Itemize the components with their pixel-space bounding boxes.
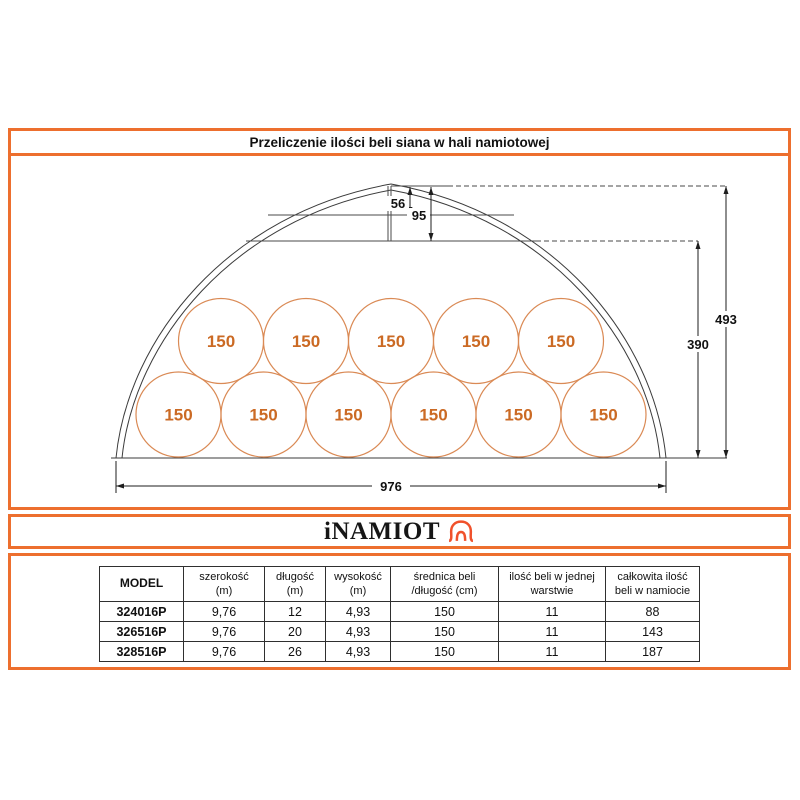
spec-table bbox=[99, 566, 700, 662]
hay-bale-label: 150 bbox=[249, 405, 278, 425]
spec-table-body bbox=[100, 602, 700, 662]
spec-cell: 143 bbox=[606, 622, 700, 642]
spec-cell: 11 bbox=[499, 602, 606, 622]
spec-col-header: całkowita ilość beli w namiocie bbox=[606, 567, 700, 602]
arrowhead bbox=[429, 187, 434, 195]
dim-label-ridge-drop: 56 bbox=[390, 196, 406, 211]
hay-bale-label: 150 bbox=[589, 405, 618, 425]
spec-panel bbox=[8, 553, 791, 670]
tent-icon bbox=[447, 518, 475, 544]
spec-cell: 9,76 bbox=[184, 642, 265, 662]
spec-cell: 187 bbox=[606, 642, 700, 662]
spec-cell: 11 bbox=[499, 622, 606, 642]
spec-col-header: długość (m) bbox=[265, 567, 326, 602]
spec-table-row bbox=[100, 602, 700, 622]
hay-bale-label: 150 bbox=[419, 405, 448, 425]
spec-col-header: szerokość (m) bbox=[184, 567, 265, 602]
model-cell: 328516P bbox=[100, 642, 184, 662]
hay-bale-label: 150 bbox=[206, 332, 236, 351]
spec-table-header bbox=[100, 567, 700, 602]
arrowhead bbox=[696, 241, 701, 249]
spec-cell: 20 bbox=[265, 622, 326, 642]
dim-label-span-width: 976 bbox=[380, 479, 402, 494]
arrowhead bbox=[696, 450, 701, 458]
spec-col-header: średnica beli /długość (cm) bbox=[391, 567, 499, 602]
spec-cell: 4,93 bbox=[326, 642, 391, 662]
spec-table-row bbox=[100, 642, 700, 662]
arrowhead bbox=[116, 484, 124, 489]
arrowhead bbox=[724, 450, 729, 458]
hay-bale-label: 150 bbox=[291, 332, 321, 351]
arrowhead bbox=[429, 233, 434, 241]
model-cell: 326516P bbox=[100, 622, 184, 642]
spec-cell: 150 bbox=[391, 602, 499, 622]
spec-cell: 26 bbox=[265, 642, 326, 662]
spec-col-header: MODEL bbox=[100, 567, 184, 602]
hay-bale-label: 150 bbox=[504, 405, 533, 425]
hay-bale-label: 150 bbox=[376, 332, 406, 351]
hay-bale-label: 150 bbox=[546, 332, 576, 351]
logo-bar bbox=[8, 514, 791, 549]
spec-cell: 4,93 bbox=[326, 602, 391, 622]
spec-cell: 88 bbox=[606, 602, 700, 622]
tent-diagram bbox=[11, 156, 788, 510]
spec-cell: 11 bbox=[499, 642, 606, 662]
arrowhead bbox=[658, 484, 666, 489]
spec-cell: 150 bbox=[391, 622, 499, 642]
spec-cell: 9,76 bbox=[184, 622, 265, 642]
hay-bales bbox=[136, 299, 646, 458]
hay-bale-label: 150 bbox=[461, 332, 491, 351]
spec-cell: 4,93 bbox=[326, 622, 391, 642]
logo-text: iNAMIOT bbox=[324, 518, 440, 545]
spec-table-row bbox=[100, 622, 700, 642]
dim-label-frame-height: 390 bbox=[687, 337, 709, 352]
model-cell: 324016P bbox=[100, 602, 184, 622]
diagram-panel bbox=[8, 128, 791, 510]
spec-col-header: wysokość (m) bbox=[326, 567, 391, 602]
tent-diagram-area bbox=[11, 156, 788, 510]
dim-label-total-height: 493 bbox=[715, 312, 737, 327]
dim-label-ridge-to-frame: 95 bbox=[411, 208, 427, 223]
arrowhead bbox=[724, 186, 729, 194]
hay-bale-label: 150 bbox=[164, 405, 193, 425]
page-title: Przeliczenie ilości beli siana w hali namiotowej bbox=[11, 131, 788, 156]
spec-col-header: ilość beli w jednej warstwie bbox=[499, 567, 606, 602]
spec-cell: 9,76 bbox=[184, 602, 265, 622]
spec-cell: 150 bbox=[391, 642, 499, 662]
spec-cell: 12 bbox=[265, 602, 326, 622]
hay-bale-label: 150 bbox=[334, 405, 363, 425]
